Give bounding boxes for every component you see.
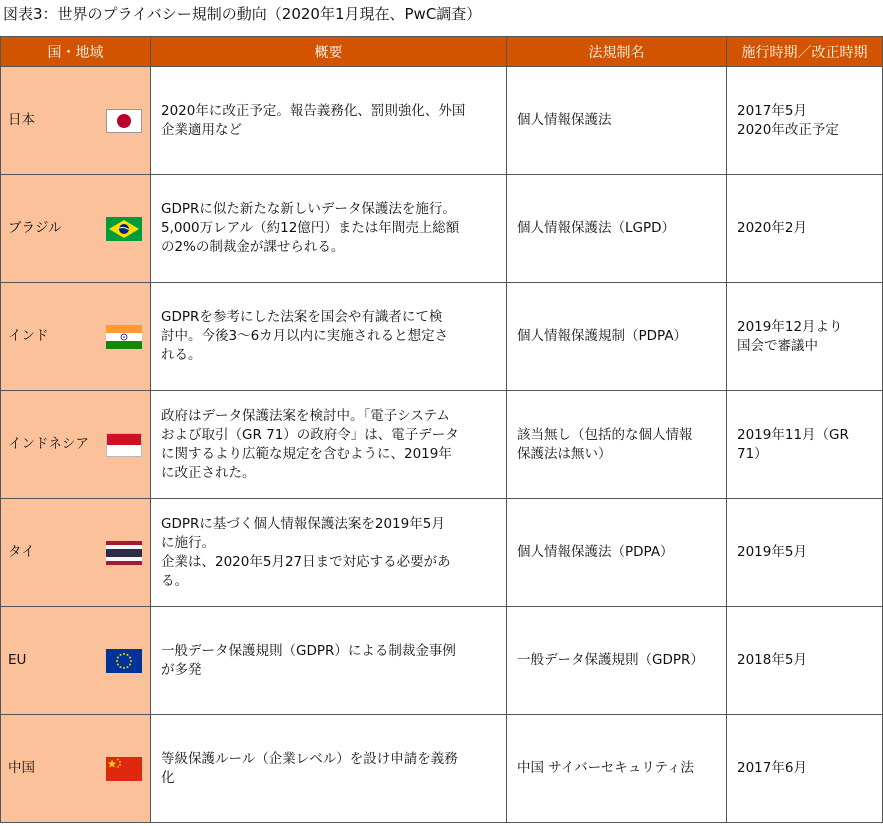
figure-caption: 図表3：世界のプライバシー規制の動向（2020年1月現在、PwC調査） xyxy=(3,5,482,23)
period-cell: 2020年2月 xyxy=(727,175,883,283)
country-cell xyxy=(1,175,151,283)
header-country: 国・地域 xyxy=(1,37,151,67)
country-name: 日本 xyxy=(8,112,35,128)
thailand-flag-icon xyxy=(106,541,142,565)
country-name: ブラジル xyxy=(8,220,62,236)
country-cell xyxy=(1,391,151,499)
country-cell xyxy=(1,715,151,823)
period-cell: 2017年5月 2020年改正予定 xyxy=(727,67,883,175)
summary-cell: 等級保護ルール（企業レベル）を設け申請を義務 化 xyxy=(151,715,507,823)
country-name: インドネシア xyxy=(8,436,89,452)
japan-flag-icon xyxy=(106,109,142,133)
country-name: インド xyxy=(8,328,49,344)
law-cell: 個人情報保護規制（PDPA） xyxy=(507,283,727,391)
country-name: 中国 xyxy=(8,760,35,776)
header-law: 法規制名 xyxy=(507,37,727,67)
country-cell xyxy=(1,499,151,607)
country-cell xyxy=(1,67,151,175)
privacy-regulation-table xyxy=(0,36,883,823)
law-cell: 個人情報保護法 xyxy=(507,67,727,175)
law-cell: 該当無し（包括的な個人情報 保護法は無い） xyxy=(507,391,727,499)
table-row xyxy=(1,283,883,391)
table-row xyxy=(1,175,883,283)
country-name: EU xyxy=(8,652,27,668)
summary-cell: 2020年に改正予定。報告義務化、罰則強化、外国 企業適用など xyxy=(151,67,507,175)
period-cell: 2019年5月 xyxy=(727,499,883,607)
table-row xyxy=(1,499,883,607)
summary-cell: GDPRに似た新たな新しいデータ保護法を施行。 5,000万レアル（約12億円）または年間売上総額 の2%の制裁金が課せられる。 xyxy=(151,175,507,283)
china-flag-icon xyxy=(106,757,142,781)
country-cell xyxy=(1,283,151,391)
law-cell: 個人情報保護法（LGPD） xyxy=(507,175,727,283)
summary-cell: GDPRを参考にした法案を国会や有識者にて検 討中。今後3～6カ月以内に実施されると想定さ れる。 xyxy=(151,283,507,391)
table-row xyxy=(1,607,883,715)
period-cell: 2018年5月 xyxy=(727,607,883,715)
summary-cell: 一般データ保護規則（GDPR）による制裁金事例 が多発 xyxy=(151,607,507,715)
period-cell: 2017年6月 xyxy=(727,715,883,823)
header-summary: 概要 xyxy=(151,37,507,67)
table-header-row xyxy=(1,37,883,67)
summary-cell: 政府はデータ保護法案を検討中。「電子システム および取引（GR 71）の政府令」は、電子データ に関するより広範な規定を含むように、2019年 に改正された。 xyxy=(151,391,507,499)
brazil-flag-icon xyxy=(106,217,142,241)
summary-cell: GDPRに基づく個人情報保護法案を2019年5月 に施行。 企業は、2020年5月27日まで対応する必要があ る。 xyxy=(151,499,507,607)
law-cell: 一般データ保護規則（GDPR） xyxy=(507,607,727,715)
country-cell xyxy=(1,607,151,715)
india-flag-icon xyxy=(106,325,142,349)
period-cell: 2019年11月（GR 71） xyxy=(727,391,883,499)
table-row xyxy=(1,715,883,823)
header-period: 施行時期／改正時期 xyxy=(727,37,883,67)
law-cell: 中国 サイバーセキュリティ法 xyxy=(507,715,727,823)
country-name: タイ xyxy=(8,544,35,560)
law-cell: 個人情報保護法（PDPA） xyxy=(507,499,727,607)
table-row xyxy=(1,391,883,499)
period-cell: 2019年12月より 国会で審議中 xyxy=(727,283,883,391)
table-row xyxy=(1,67,883,175)
eu-flag-icon xyxy=(106,649,142,673)
indonesia-flag-icon xyxy=(106,433,142,457)
